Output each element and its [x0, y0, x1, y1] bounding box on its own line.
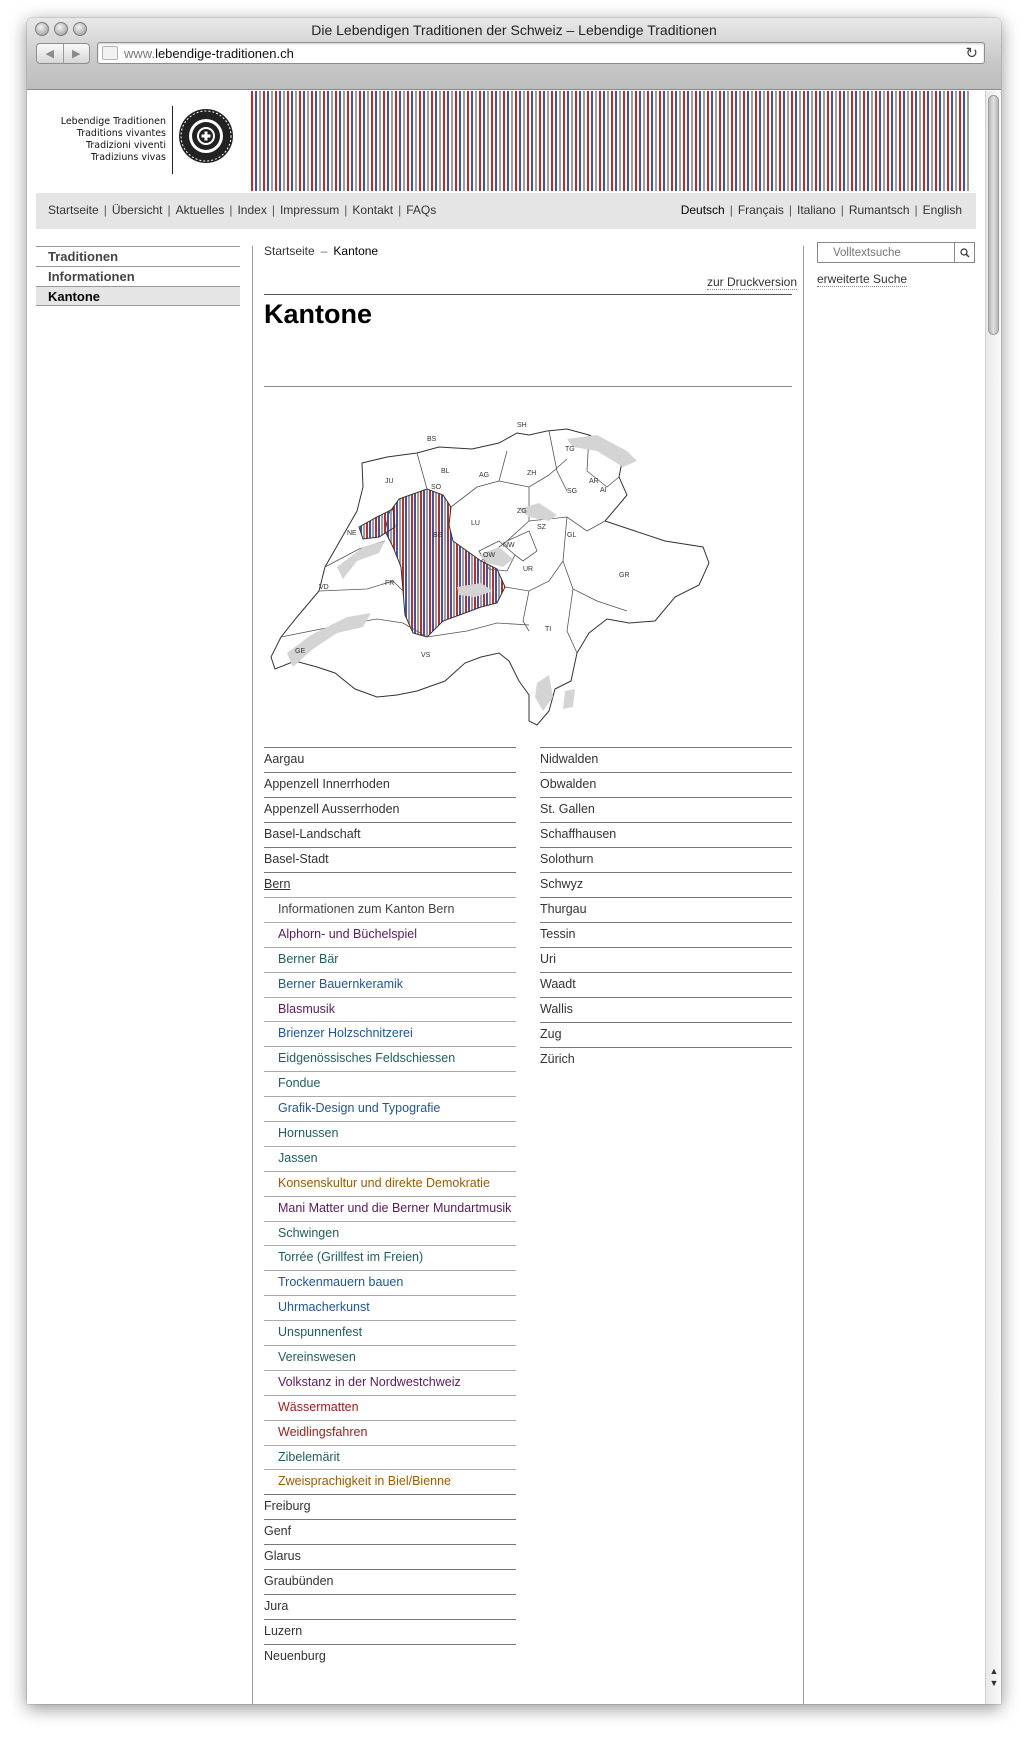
site-logo[interactable] — [42, 106, 222, 178]
canton-link[interactable]: Thurgau — [540, 897, 792, 922]
favicon-icon — [102, 46, 118, 60]
tradition-link[interactable]: Konsenskultur und direkte Demokratie — [264, 1171, 516, 1196]
canton-link[interactable]: Nidwalden — [540, 747, 792, 772]
nav-separator: | — [788, 203, 792, 217]
lang-italiano[interactable]: Italiano — [796, 203, 836, 217]
map-label-gl: GL — [567, 532, 577, 539]
logo-divider — [172, 106, 173, 174]
window-title: Die Lebendigen Traditionen der Schweiz – Lebendige Traditionen — [311, 22, 717, 38]
map-label-fr: FR — [385, 580, 395, 587]
canton-link-basel-stadt[interactable]: Basel-Stadt — [264, 847, 516, 872]
address-bar[interactable] — [97, 42, 985, 64]
switzerland-canton-map[interactable] — [267, 391, 737, 731]
canton-link[interactable]: Zug — [540, 1022, 792, 1047]
map-label-vs: VS — [421, 652, 431, 659]
map-label-lu: LU — [471, 520, 480, 527]
map-label-sh: SH — [517, 422, 527, 429]
tradition-link[interactable]: Torrée (Grillfest im Freien) — [264, 1245, 516, 1270]
lang-rumantsch[interactable]: Rumantsch — [848, 203, 910, 217]
nav-separator: | — [398, 203, 402, 217]
tradition-link[interactable]: Mani Matter und die Berner Mundartmusik — [264, 1196, 516, 1221]
canton-link[interactable]: Schaffhausen — [540, 822, 792, 847]
canton-link-basel-landschaft[interactable]: Basel-Landschaft — [264, 822, 516, 847]
logo-line: Tradizioni viventi — [85, 140, 166, 151]
nav-separator: | — [229, 203, 233, 217]
nav-links — [48, 203, 436, 217]
map-label-ti: TI — [545, 626, 552, 633]
bern-traditions-list — [264, 897, 516, 1494]
search-form — [817, 242, 975, 263]
nav-link-uebersicht[interactable]: Übersicht — [111, 203, 163, 217]
logo-line: Tradiziuns vivas — [90, 152, 166, 163]
nav-link-index[interactable]: Index — [237, 203, 267, 217]
tradition-link[interactable]: Eidgenössisches Feldschiessen — [264, 1046, 516, 1071]
page-content — [27, 91, 985, 1704]
scroll-down-icon[interactable]: ▼ — [989, 1678, 999, 1688]
canton-link-glarus[interactable]: Glarus — [264, 1544, 516, 1569]
tradition-link[interactable]: Weidlingsfahren — [264, 1420, 516, 1445]
column-divider — [803, 246, 804, 1704]
map-label-ar: AR — [589, 478, 599, 485]
tradition-link[interactable]: Fondue — [264, 1071, 516, 1096]
sidebar-item-traditionen[interactable]: Traditionen — [36, 246, 240, 266]
nav-link-faqs[interactable]: FAQs — [406, 203, 437, 217]
tradition-link[interactable]: Jassen — [264, 1146, 516, 1171]
url-text[interactable] — [124, 46, 294, 61]
nav-link-impressum[interactable]: Impressum — [279, 203, 340, 217]
canton-link[interactable]: Schwyz — [540, 872, 792, 897]
logo-line: Lebendige Traditionen — [60, 116, 166, 127]
nav-separator: | — [167, 203, 171, 217]
canton-link[interactable]: Wallis — [540, 997, 792, 1022]
sidebar-menu — [36, 246, 240, 306]
map-label-ne: NE — [347, 530, 357, 537]
canton-link-bern[interactable]: Bern — [264, 872, 516, 897]
tradition-link[interactable]: Zweisprachigkeit in Biel/Bienne — [264, 1469, 516, 1494]
tradition-link[interactable]: Unspunnenfest — [264, 1320, 516, 1345]
map-label-be: BE — [433, 532, 443, 539]
canton-link[interactable]: Obwalden — [540, 772, 792, 797]
tradition-link[interactable]: Volkstanz in der Nordwestchweiz — [264, 1370, 516, 1395]
map-label-zh: ZH — [527, 470, 537, 477]
tradition-link[interactable]: Trockenmauern bauen — [264, 1270, 516, 1295]
search-icon — [960, 248, 970, 258]
canton-link[interactable]: Uri — [540, 947, 792, 972]
nav-separator: | — [729, 203, 733, 217]
lang-francais[interactable]: Français — [737, 203, 784, 217]
canton-link-jura[interactable]: Jura — [264, 1594, 516, 1619]
map-label-ai: AI — [600, 487, 607, 494]
search-input[interactable] — [819, 244, 943, 261]
reload-icon[interactable]: ↻ — [965, 45, 978, 62]
divider — [264, 294, 792, 295]
tradition-link[interactable]: Hornussen — [264, 1121, 516, 1146]
sidebar-item-kantone[interactable]: Kantone — [36, 286, 240, 306]
tradition-link[interactable]: Blasmusik — [264, 997, 516, 1022]
canton-link-aargau[interactable]: Aargau — [264, 747, 516, 772]
nav-link-aktuelles[interactable]: Aktuelles — [175, 203, 225, 217]
breadcrumb-current: Kantone — [333, 244, 379, 258]
url-prefix: www. — [124, 46, 156, 61]
breadcrumb-separator: – — [320, 244, 328, 258]
map-label-ow: OW — [483, 552, 496, 559]
canton-list-left — [264, 747, 516, 1669]
canton-link-freiburg[interactable]: Freiburg — [264, 1494, 516, 1519]
tradition-link[interactable]: Uhrmacherkunst — [264, 1295, 516, 1320]
tradition-link[interactable]: Zibelemärit — [264, 1445, 516, 1470]
tradition-link[interactable]: Vereinswesen — [264, 1345, 516, 1370]
language-switcher — [681, 203, 962, 217]
map-label-ur: UR — [523, 566, 534, 573]
lang-english[interactable]: English — [922, 203, 962, 217]
forward-arrow-icon: ▶ — [72, 48, 81, 60]
canton-list-right — [540, 747, 792, 1072]
tradition-link[interactable]: Brienzer Holzschnitzerei — [264, 1021, 516, 1046]
tradition-link[interactable]: Berner Bauernkeramik — [264, 972, 516, 997]
nav-separator: | — [271, 203, 275, 217]
canton-link-luzern[interactable]: Luzern — [264, 1619, 516, 1644]
tradition-link[interactable]: Alphorn- und Büchelspiel — [264, 922, 516, 947]
title-bar — [27, 18, 1001, 90]
sidebar-item-informationen[interactable]: Informationen — [36, 266, 240, 286]
main-navigation — [36, 193, 976, 229]
map-label-gr: GR — [619, 572, 630, 579]
tradition-link[interactable]: Grafik-Design und Typografie — [264, 1096, 516, 1121]
history-buttons — [36, 43, 90, 64]
browser-window — [27, 18, 1001, 1704]
map-label-ge: GE — [295, 648, 306, 655]
nav-link-kontakt[interactable]: Kontakt — [352, 203, 394, 217]
logo-line: Traditions vivantes — [76, 128, 166, 139]
seal-icon — [178, 108, 234, 164]
canton-link[interactable]: Waadt — [540, 972, 792, 997]
canton-link[interactable]: Solothurn — [540, 847, 792, 872]
map-label-vd: VD — [319, 584, 329, 591]
search-button[interactable] — [954, 243, 974, 262]
divider — [264, 386, 792, 387]
canton-link-graubuenden[interactable]: Graubünden — [264, 1569, 516, 1594]
map-label-sz: SZ — [537, 524, 546, 531]
map-label-ju: JU — [385, 478, 394, 485]
map-label-sg: SG — [567, 488, 578, 495]
nav-separator: | — [914, 203, 918, 217]
print-version-link[interactable]: zur Druckversion — [707, 275, 798, 289]
map-label-bs: BS — [427, 436, 437, 443]
map-label-so: SO — [431, 484, 442, 491]
scroll-up-icon[interactable]: ▲ — [989, 1666, 999, 1676]
nav-separator: | — [840, 203, 844, 217]
lang-deutsch[interactable]: Deutsch — [680, 203, 725, 217]
tradition-link[interactable]: Schwingen — [264, 1221, 516, 1246]
canton-link-genf[interactable]: Genf — [264, 1519, 516, 1544]
tradition-link[interactable]: Wässermatten — [264, 1395, 516, 1420]
nav-link-startseite[interactable]: Startseite — [48, 203, 99, 217]
vertical-scrollbar[interactable] — [985, 91, 1001, 1704]
map-label-nw: NW — [503, 542, 515, 549]
breadcrumb — [264, 244, 378, 258]
breadcrumb-home[interactable]: Startseite — [264, 244, 315, 258]
canton-link-appenzell-innerrhoden[interactable]: Appenzell Innerrhoden — [264, 772, 516, 797]
nav-separator: | — [344, 203, 348, 217]
map-label-ag: AG — [479, 472, 490, 479]
back-arrow-icon: ◀ — [45, 48, 54, 60]
map-label-zg: ZG — [517, 508, 527, 515]
url-domain: lebendige-traditionen.ch — [155, 46, 294, 61]
canton-link[interactable]: Zürich — [540, 1047, 792, 1072]
map-label-tg: TG — [565, 446, 575, 453]
logo-text — [42, 116, 166, 164]
header-stripes — [251, 91, 971, 191]
forward-button[interactable] — [63, 44, 90, 63]
nav-separator: | — [103, 203, 107, 217]
canton-link[interactable]: St. Gallen — [540, 797, 792, 822]
scrollbar-thumb[interactable] — [988, 95, 999, 335]
bern-info-link[interactable]: Informationen zum Kanton Bern — [264, 897, 516, 922]
back-button[interactable] — [37, 44, 63, 63]
canton-link-appenzell-ausserrhoden[interactable]: Appenzell Ausserrhoden — [264, 797, 516, 822]
map-label-bl: BL — [441, 468, 450, 475]
tradition-link[interactable]: Berner Bär — [264, 947, 516, 972]
canton-link[interactable]: Tessin — [540, 922, 792, 947]
column-divider — [252, 246, 253, 1704]
advanced-search-link[interactable]: erweiterte Suche — [817, 272, 908, 286]
canton-link-neuenburg[interactable]: Neuenburg — [264, 1644, 516, 1669]
page-title: Kantone — [264, 299, 372, 329]
